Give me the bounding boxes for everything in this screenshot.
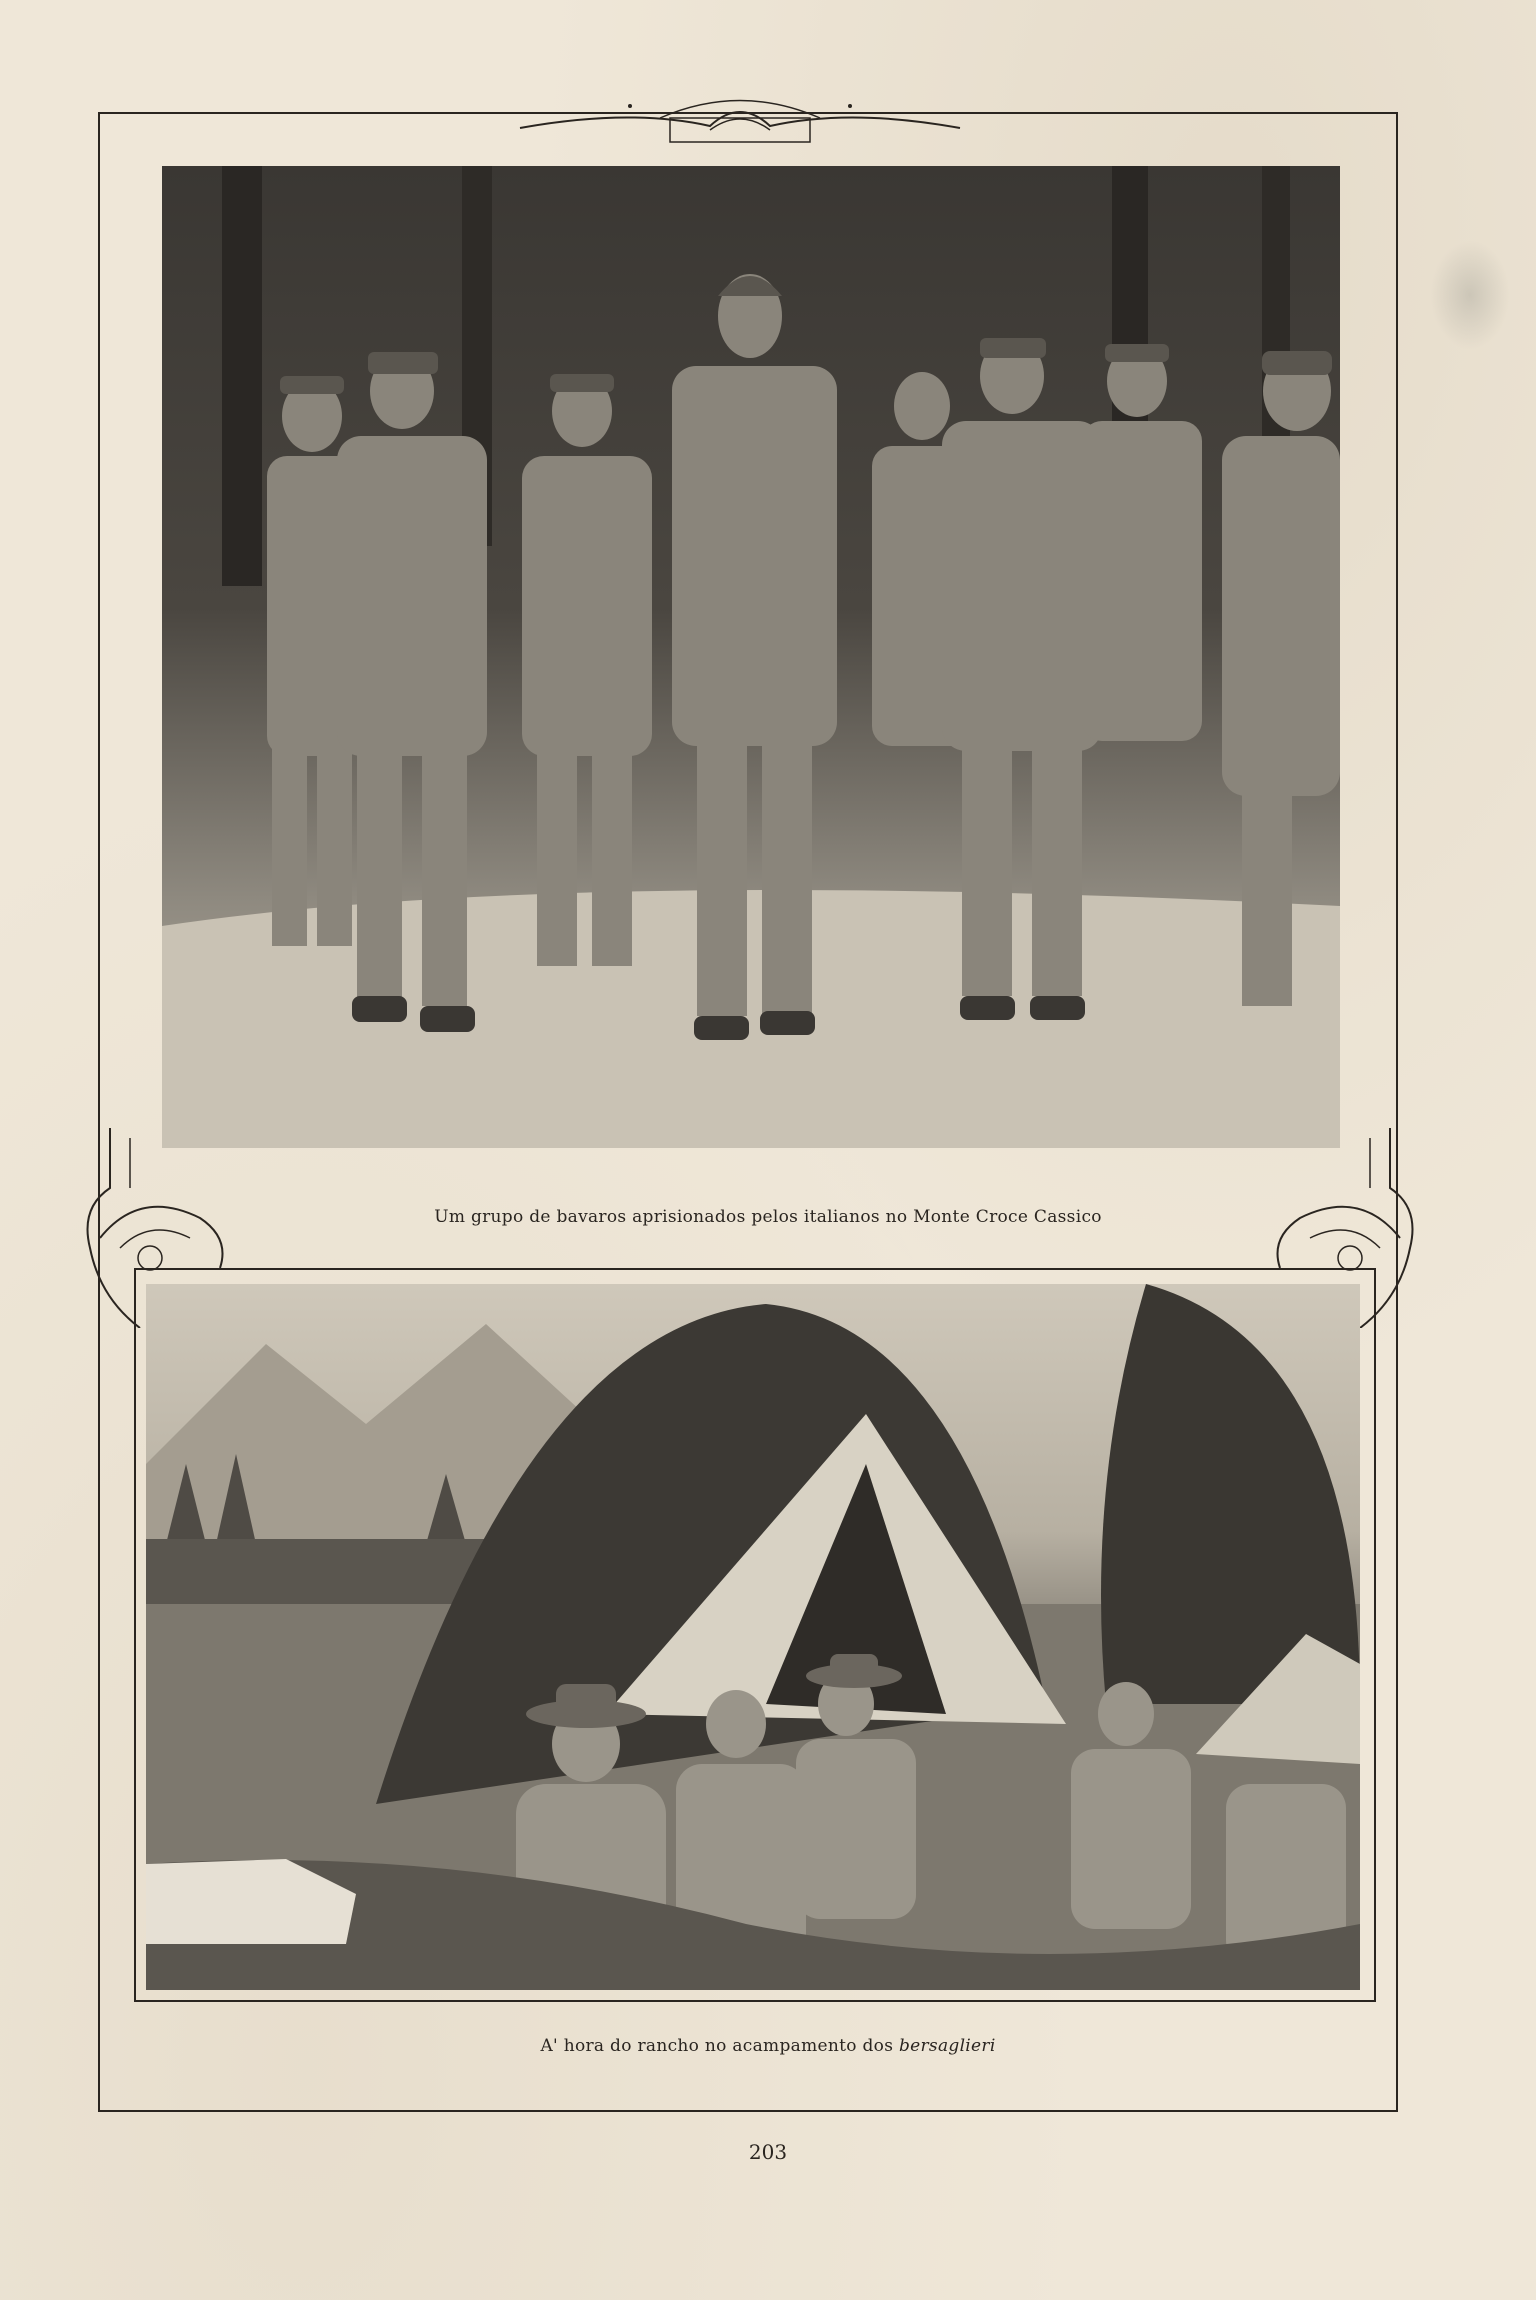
art-nouveau-ornament-top — [510, 88, 970, 148]
photo-bersaglieri-camp — [146, 1284, 1360, 1990]
caption-photo-2 — [0, 2036, 1536, 2056]
photo-bavarian-prisoners — [162, 166, 1340, 1148]
paper-stain — [1430, 240, 1510, 350]
caption-photo-1: Um grupo de bavaros aprisionados pelos italianos no Monte Croce Cassico — [434, 1207, 1102, 1227]
caption-photo-2-main: A' hora do rancho no acampamento dos — [540, 2036, 899, 2056]
page-number: 203 — [748, 2140, 788, 2164]
caption-photo-2-italic: bersaglieri — [898, 2036, 996, 2056]
